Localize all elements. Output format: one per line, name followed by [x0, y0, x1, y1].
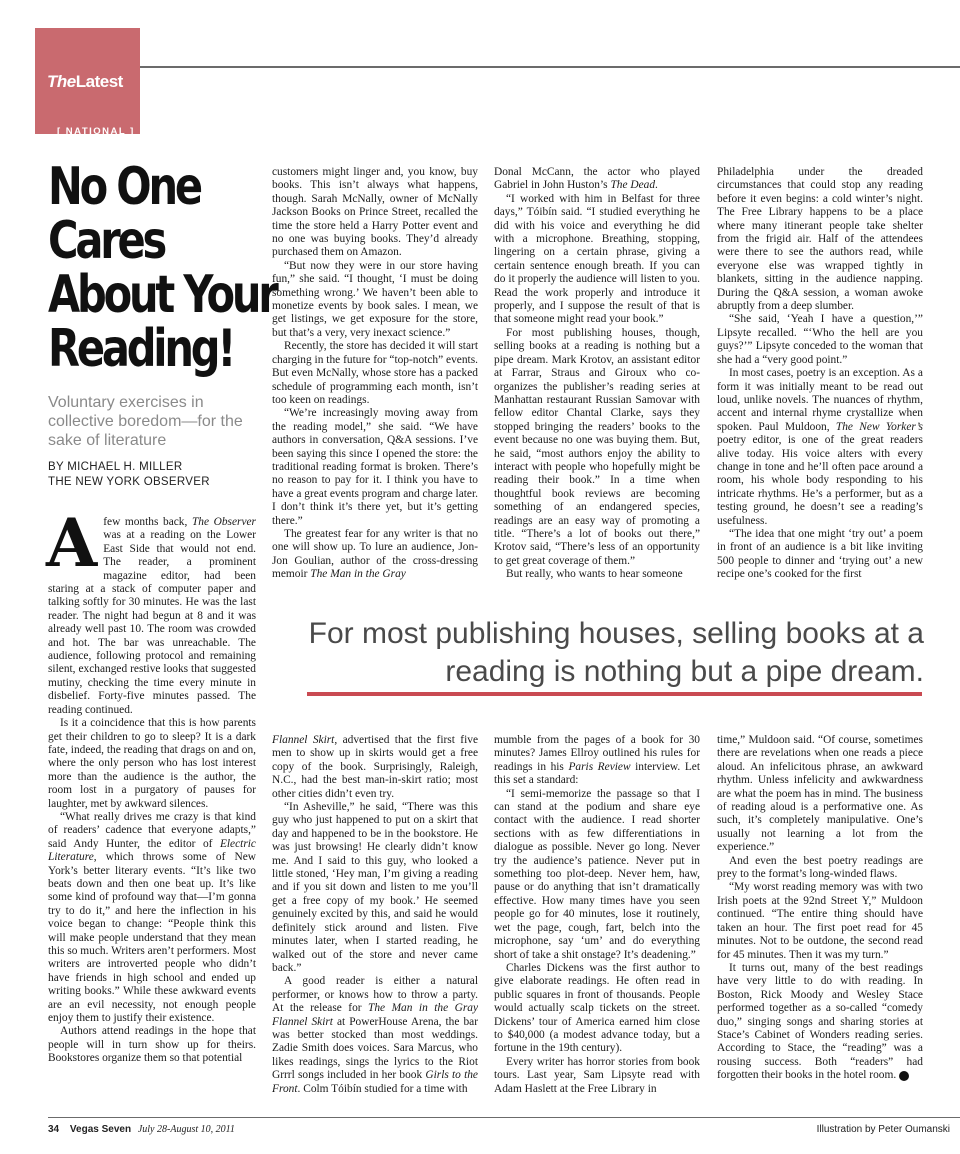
section-tag: [ NATIONAL ]: [57, 126, 135, 137]
article-paragraph: “In Asheville,” he said, “There was this guy who just happened to put on a skirt that day and happened to be in the bookstore. He was just browsing! He clearly didn’t know me. And I said to this guy, who looked a little stoned, ‘Hey man, I’m giving a reading and if you sit down and listen to me you’ll get a free copy of my book.’ He seemed genuinely excited by this, and said he would definitely stick around and listen. Five minutes later, when I started reading, he walked out of the store and never came back.”: [272, 801, 478, 974]
article-paragraph: Philadelphia under the dreaded circumstances that could stop any reading before it even begins: a cold winter’s night. The Free Library happens to be a place where many itinerant people take shelter from the frigid air. Half of the attendees were there to see the authors read, while everyone else was wrapped tightly in blankets, sitting in the audience napping. During the Q&A session, a woman awoke abruptly from a deep slumber.: [717, 166, 923, 313]
article-paragraph: Authors attend readings in the hope that people will in turn show up for theirs. Bookstores organize them so that potential: [48, 1025, 256, 1065]
article-paragraph: But really, who wants to hear someone: [506, 568, 683, 581]
article-paragraph: “I worked with him in Belfast for three days,” Tóibín said. “I studied everything he did with his voice and everything he did with a microphone. Breathing, stopping, lingering on a certain phrase, giving a certain sentence enough breath. If you can do it properly the audience will listen to you. Read the work properly and introduce it properly, and I suppose the result of that is that someone might read your book.”: [494, 192, 700, 326]
footer-rule: [48, 1117, 960, 1118]
section-brand: [47, 72, 123, 92]
article-column-1: [46, 504, 256, 1066]
article-paragraph: A good reader is either a natural performer, or knows how to throw a party. At the release for The Man in the Gray Flannel Skirt at PowerHouse Arena, the bar was better stocked than most weddings. Zadie Smith does voices. Sara Marcus, who likes readings, sings the lyrics to the Riot Grrrl songs included in her book Girls to the Front. Colm Tóibín studied for a time with: [272, 975, 479, 1095]
section-brand-latest: Latest: [75, 72, 123, 91]
page-number: 34: [48, 1124, 60, 1135]
article-paragraph: Charles Dickens was the first author to give elaborate readings. He often read in public squares in front of thousands. People would actually scalp tickets on the street. Dickens’ tour of America earned him close to $40,000 (a modest advance today, but a fortune in the 19th century).: [494, 961, 700, 1055]
article-column-2-upper: [272, 166, 478, 582]
article-paragraph: “But now they were in our store having fun,” she said. “I thought, ‘I must be doing something wrong.’ We haven’t been able to monetize events by book sales. I mean, we get listings, we get exposure for the store, but that’s a very, very inexact science.”: [272, 259, 478, 339]
article-paragraph: time,” Muldoon said. “Of course, sometimes there are revelations when one reads a piece aloud. An infelicitous phrase, an awkward rhythm. Unless infelicity and awkwardness are what the poem has in mind. The business of reading aloud is a performative one. As such, it’s completely manipulative. One’s usually not learning a lot from the experience.”: [717, 734, 923, 854]
headline-line-3: About Your: [48, 265, 276, 325]
section-flag: [35, 28, 140, 137]
top-rule: [140, 66, 960, 68]
dek: Voluntary exercises in collective boredom—for the sake of literature: [48, 394, 243, 449]
article-paragraph: Is it a coincidence that this is how parents get their children to go to sleep? It is a dark fate, indeed, the reading that drags on and on, where the only person who has lost interest more than the audience is the author, the room lost in a purgatory of pauses for laughter, met by awkward silences.: [48, 717, 256, 810]
pull-quote: For most publishing houses, selling books at a reading is nothing but a pipe dream.: [308, 617, 924, 688]
end-mark-icon: 7: [899, 1071, 909, 1081]
publication-name: Vegas Seven: [69, 1124, 132, 1135]
byline-outlet: THE NEW YORK OBSERVER: [48, 476, 210, 488]
article-paragraph: “I semi-memorize the passage so that I can stand at the podium and share eye contact with the audience. I read shorter sections with as few differentiations in dialogue as possible. Never go long. Never try the audience’s patience. Never put in something too plot-deep. Never hem, haw, pause or do anything that isn’t dramatically effective. How many times have you seen people go for 40 minutes, lose it routinely, wet the page, cough, fart, belch into the microphone, say ‘um’ and do everything short of take a shit onstage? It’s deadening.”: [494, 787, 700, 961]
article-paragraph: A few months back, The Observer was at a reading on the Lower East Side that would not end. The reader, a prominent magazine editor, had been staring at a stack of computer paper and talking softly for 30 minutes. He was the last reader. The night had begun at 8 and it was already well past 10. The room was crowded and hot. The bar was unreachable. The audience, following protocol and remaining silent, exchanged restive looks that suggested mutiny, checking the time every minute in disbelief. Forty-five minutes passed. The reading continued.: [46, 504, 256, 716]
article-paragraph: “She said, ‘Yeah I have a question,’” Lipsyte recalled. “‘Who the hell are you guys?’” Lipsyte conceded to the woman that she had a “very good point.”: [717, 313, 923, 366]
section-brand-the: The: [47, 72, 76, 91]
article-paragraph: Every writer has horror stories from book tours. Last year, Sam Lipsyte read with Adam Haslett at the Free Library in: [494, 1055, 700, 1095]
article-paragraph: “We’re increasingly moving away from the reading model,” she said. “We have authors in conversation, Q&A sessions. I’ve been saying this since I opened the store: the traditional reading format is broken. There’s no reason to pay for it. I think you have to have a great events program and charge later. I don’t think it’s there yet, but it’s getting there.”: [272, 407, 478, 527]
article-paragraph: mumble from the pages of a book for 30 minutes? James Ellroy outlined his rules for readings in his Paris Review interview. Let this set a standard:: [494, 734, 701, 787]
pull-quote-rule: [307, 692, 922, 696]
article-paragraph: It turns out, many of the best readings have very little to do with reading. In Boston, Rick Moody and Wesley Stace performed together as a so-called “comedy duo,” singing songs and sharing stories at Stace’s Cabinet of Wonders reading series. According to Stace, the “reading” was a rousing success. Both “readers” had forgotten their books in the hotel room. 7: [717, 961, 923, 1082]
article-paragraph: Recently, the store has decided it will start charging in the future for “top-notch” events. But even McNally, whose store has a packed schedule of programming each month, isn’t too keen on readings.: [272, 340, 478, 406]
drop-cap: A: [46, 504, 98, 582]
article-column-4-upper: [717, 166, 923, 582]
article-paragraph: For most publishing houses, though, selling books at a reading is nothing but a pipe dream. Mark Krotov, an assistant editor at Farrar, Straus and Giroux who co-organizes the publisher’s reading series at Manhattan restaurant Russian Samovar with fellow editor Chantal Clarke, says they stopped bringing the readers’ books to the event because no one was buying them. But, he said, “most authors enjoy the ability to interact with people who hopefully might be reading their book.” In a time when thoughtful book reviews are becoming something of an endangered species, readings are an easy way of promoting a title. “There’s a lot of books out there,” Krotov said, “There’s less of an opportunity to get great coverage of them.”: [494, 326, 700, 567]
article-paragraph: Flannel Skirt, advertised that the first five men to show up in skirts would get a free copy of the book. Surprisingly, Raleigh, N.C., had the best man-in-skirt ratio; most other cities didn’t even try.: [272, 734, 478, 800]
folio: [48, 1124, 235, 1135]
article-paragraph: In most cases, poetry is an exception. As a form it was initially meant to be read out loud, unlike novels. The nuances of rhythm, accent and internal rhyme crystallize when spoken. Paul Muldoon, The New Yorker’s poetry editor, is one of the great readers alive today. His voice alters with every change in tone and he’ll often pace around a room, his whole body responding to his intricate rhythms. He’s a performer, but as a testing ground, he doesn’t see a reading’s usefulness.: [717, 367, 923, 527]
article-paragraph: The greatest fear for any writer is that no one will show up. To lure an audience, Jon-Jon Goulian, author of the cross-dressing memoir The Man in the Gray: [272, 527, 478, 581]
byline: [48, 460, 258, 490]
headline: [48, 157, 276, 379]
illustration-credit: Illustration by Peter Oumanski: [816, 1124, 950, 1135]
article-column-2-lower: [272, 734, 478, 1096]
headline-line-2: Cares: [48, 211, 165, 271]
article-paragraph: “The idea that one might ‘try out’ a poem in front of an audience is a bit like inviting 500 people to dinner and ‘trying out’ a new recipe one’s cooked for the first: [717, 527, 923, 581]
article-column-3-lower: [494, 734, 700, 1096]
issue-date: July 28-August 10, 2011: [137, 1124, 235, 1135]
article-paragraph: customers might linger and, you know, buy books. This isn’t always what happens, though. Sarah McNally, owner of McNally Jackson Books on Prince Street, recalled the time the store held a Harry Potter event and no one was buying books. They’d already purchased them on Amazon.: [272, 166, 478, 259]
article-paragraph: “What really drives me crazy is that kind of readers’ cadence that everyone adapts,” said Andy Hunter, the editor of Electric Literature, which throws some of New York’s better literary events. “It’s like two beats down and then one beat up. It’s like some kind of profound way that—I’m gonna try to do it,” and here the inflection in his voice began to change: “People think this will make people understand that they mean this so much. Writers aren’t performers. Most writers are introverted people who didn’t have friends in high school and ended up writing books.” While these awkward events are an evil necessity, not enough people enjoy them to justify their existence.: [48, 810, 256, 1025]
byline-author: BY MICHAEL H. MILLER: [48, 461, 183, 473]
article-paragraph: And even the best poetry readings are prey to the format’s long-winded flaws.: [717, 854, 923, 881]
article-column-3-upper: [494, 166, 700, 582]
headline-line-1: No One: [48, 157, 200, 217]
article-paragraph: Donal McCann, the actor who played Gabriel in John Huston’s The Dead.: [494, 166, 700, 192]
article-paragraph: “My worst reading memory was with two Irish poets at the 92nd Street Y,” Muldoon continued. “The entire thing should have taken an hour. The first poet read for 45 minutes. Not to be outdone, the second read for 45 minutes. Then it was my turn.”: [717, 881, 923, 961]
article-column-4-lower: [717, 734, 923, 1083]
headline-line-4: Reading!: [48, 319, 234, 379]
